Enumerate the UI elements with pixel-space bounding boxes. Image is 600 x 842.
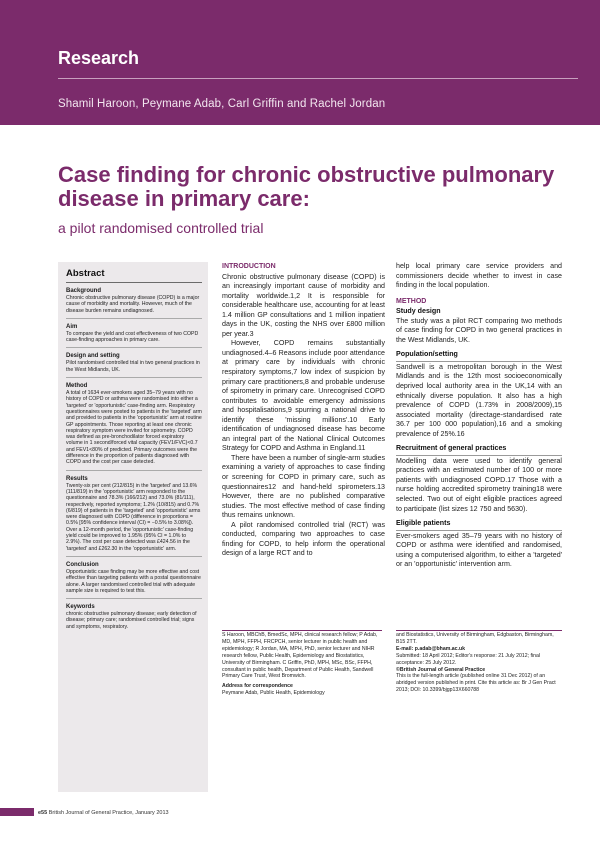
- author-list: Shamil Haroon, Peymane Adab, Carl Griffin and Rachel Jordan: [58, 98, 386, 110]
- page-number: e55: [38, 810, 48, 816]
- subsection-heading: Study design: [396, 307, 441, 316]
- body-column-right: [396, 262, 562, 570]
- journal-name: British Journal of General Practice, January 2013: [48, 810, 169, 816]
- abstract-section-text: Chronic obstructive pulmonary disease (COPD) is a major cause of morbidity and mortality. However, much of the disease burden remains undiagnosed.: [66, 295, 200, 314]
- correspondence-text: Peymane Adab, Public Health, Epidemiology: [222, 690, 325, 697]
- footer-accent: [0, 808, 34, 816]
- subsection-rule: [396, 455, 562, 456]
- abstract-section-heading: Conclusion: [66, 561, 99, 568]
- affiliations-right: [396, 632, 562, 694]
- abstract-divider: [66, 377, 202, 378]
- method-heading: METHOD: [396, 297, 427, 305]
- abstract-section-text: A total of 1634 ever-smokers aged 35–79 years with no history of COPD or asthma were randomised into either a 'targeted' or 'opportunistic' case-finding arm. Respiratory questionnaires were posted to patients in the 'targeted' arm and provided to patients in the 'opportunistic' arm at routine GP appointments. Those reporting at least one chronic respiratory symptom were invited for spirometry. COPD was defined as pre-bronchodilator forced expiratory volume in 1 second/forced vital capacity (FEV1/FVC)<0.7 and FEV1<80% of predicted. Primary outcomes were the difference in the proportion of patients diagnosed with COPD and the cost per case detected.: [66, 390, 202, 466]
- body-paragraph: The study was a pilot RCT comparing two methods of case finding for COPD in two general practices in the West Midlands, UK.: [396, 316, 562, 344]
- abstract-section-heading: Background: [66, 288, 102, 294]
- body-column-left: [222, 262, 385, 559]
- body-paragraph: Ever-smokers aged 35–79 years with no history of COPD or asthma were identified and randomised, using a computerised algorithm, to either a 'targeted' or an 'opportunistic' intervention arm.: [396, 531, 562, 569]
- subsection-rule: [396, 530, 562, 531]
- copyright-text: ©British Journal of General Practice: [396, 666, 486, 673]
- abstract-divider: [66, 556, 202, 557]
- body-paragraph: There have been a number of single-arm studies examining a variety of approaches to case finding or screening for COPD in primary care, such as questionnaires12 and hand-held spirometers.13 However, there are no published comparative studies. The most effective method of case finding thus remains unknown.: [222, 453, 385, 520]
- abstract-section-heading: Aim: [66, 323, 78, 330]
- subsection-heading: Recruitment of general practices: [396, 444, 507, 453]
- affiliation-rule: [222, 630, 382, 631]
- author-affiliations: S Haroon, MBChB, BmedSc, MPH, clinical research fellow; P Adab, MD, MPH, FFPH, FRCPCH, senior lecturer in public health and epidemiology; R Jordan, MA, MPH, PhD, senior lecturer and NIHR research fellow, Public Health, Epidemiology and Biostatistics, University of Birmingham. C Griffin, PhD, MPH, MSc, BSc, FFPH, consultant in public health, Department of Public Health, Sandwell Primary Care Trust, West Bromwich.: [222, 632, 378, 680]
- affiliation-rule: [396, 630, 562, 631]
- abstract-rule: [66, 282, 202, 283]
- abstract-section-text: Opportunistic case finding may be more effective and cost effective than targeting patients with a postal questionnaire alone. A larger randomised controlled trial with adequate sample size is required to test this.: [66, 568, 201, 594]
- subsection-heading: Eligible patients: [396, 519, 451, 528]
- subsection-rule: [396, 361, 562, 362]
- abstract-section-heading: Method: [66, 383, 88, 390]
- version-note: This is the full-length article (published online 31 Dec 2012) of an abridged version published in print. Cite this article as: Br J Gen Pract 2013; DOI: 10.3399/bjgp13X660788: [396, 673, 556, 694]
- header-banner: [0, 0, 600, 125]
- body-paragraph: Chronic obstructive pulmonary disease (COPD) is an increasingly important cause of morbidity and mortality worldwide.1,2 It is responsible for considerable healthcare use, accounting for at least 1.4 million GP consultations and 1 million inpatient days in the UK, costing the NHS over £800 million per year.3: [222, 272, 385, 338]
- section-label: Research: [58, 48, 140, 68]
- subsection-heading: Population/setting: [396, 350, 458, 359]
- affiliations-left: [222, 632, 382, 697]
- introduction-heading: INTRODUCTION: [222, 263, 276, 270]
- abstract-divider: [66, 598, 202, 599]
- submission-dates: Submitted: 18 April 2012; Editor's response: 21 July 2012; final acceptance: 25 July 2012.: [396, 652, 541, 666]
- correspondence-address: and Biostatistics, University of Birmingham, Edgbaston, Birmingham, B15 2TT.: [396, 632, 554, 645]
- abstract-section-text: To compare the yield and cost effectiveness of two COPD case-finding approaches in primary care.: [66, 330, 199, 344]
- abstract-section-heading: Design and setting: [66, 353, 120, 360]
- body-paragraph: help local primary care service providers and commissioners decide whether to invest in case finding in the local population.: [396, 262, 562, 290]
- abstract-heading: Abstract: [66, 268, 105, 279]
- abstract-divider: [66, 318, 202, 319]
- abstract-section-heading: Results: [66, 475, 88, 482]
- header-divider: [58, 78, 578, 79]
- correspondence-heading: Address for correspondence: [222, 683, 293, 690]
- article-subtitle: a pilot randomised controlled trial: [58, 220, 264, 236]
- abstract-divider: [66, 470, 202, 471]
- abstract-section-text: chronic obstructive pulmonary disease; early detection of disease; primary care; randomised controlled trial; signs and symptoms, respiratory.: [66, 611, 197, 630]
- abstract-section-text: Twenty-six per cent (212/815) in the 'targeted' and 13.6% (111/819) in the 'opportunistic' arm responded to the questionnaire and 78.3% (166/212) and 73.0% (81/111), respectively, reported symptoms; 1.2% (10/815) and 0.7% (6/819) of patients in the 'targeted' and 'opportunistic' arms were diagnosed with COPD (difference in proportions = 0.5% [95% confidence interval (CI) = −0.5% to 3.08%]). Over a 12-month period, the 'opportunistic' case-finding yield could be improved to 1.95% (95% CI = 1.0% to 2.9%). The cost per case detected was £424.56 in the 'targeted' and £262.30 in the 'opportunistic' arm.: [66, 482, 201, 552]
- body-paragraph: However, COPD remains substantially undiagnosed.4–6 Reasons include poor attendance at primary care by individuals with chronic respiratory symptoms,7 low index of suspicion by primary care practitioners,8 and probable underuse of spirometry in primary care. Unrecognised COPD contributes to avoidable emergency admissions and hospitalisations,9 spurring a national drive to identify these 'missing millions'.10 Early identification of undiagnosed disease has become an integral part of the National Clinical Outcomes Strategy for COPD and Asthma in England.11: [222, 339, 385, 453]
- body-paragraph: A pilot randomised controlled trial (RCT) was conducted, comparing two approaches to case finding for COPD, to help inform the operational design of a large RCT and to: [222, 520, 385, 558]
- page-footer: [38, 810, 578, 816]
- article-title: Case finding for chronic obstructive pulmonary disease in primary care:: [58, 162, 555, 211]
- abstract-section-heading: Keywords: [66, 604, 95, 611]
- body-paragraph: Modelling data were used to identify general practices with an estimated number of 100 or more patients with undiagnosed COPD.17 Those with a nurse holding accredited spirometry training18 were selected. Two out of eight eligible practices agreed to participate (list sizes 12 750 and 5630).: [396, 456, 562, 513]
- abstract-divider: [66, 347, 202, 348]
- email-text: E-mail: p.adab@bham.ac.uk: [396, 645, 466, 652]
- abstract-section-text: Pilot randomised controlled trial in two general practices in the West Midlands, UK.: [66, 360, 200, 373]
- abstract-box: [58, 262, 208, 792]
- body-paragraph: Sandwell is a metropolitan borough in the West Midlands and is the 12th most socioeconomically deprived local authority area in the UK,14 with an ethnically diverse population. It also has a high prevalence of COPD (1.73% in 2008/2009),15 associated mortality (directage-standardised rate 36.7 per 100 000 population),16 and a smoking prevalence of 25%.16: [396, 362, 562, 438]
